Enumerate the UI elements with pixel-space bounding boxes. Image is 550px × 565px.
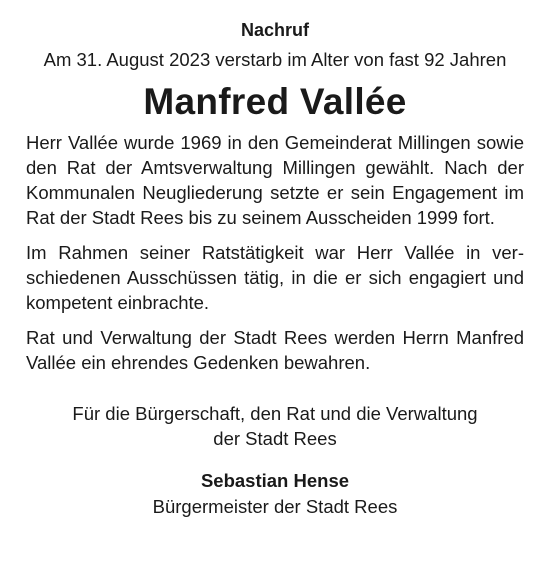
signer-title: Bürgermeister der Stadt Rees <box>152 496 398 517</box>
closing-line-2: der Stadt Rees <box>213 428 337 449</box>
paragraph-committees: Im Rahmen seiner Ratstätigkeit war Herr Vallée in verschiedenen Ausschüssen tätig, in die er sich engagiert und kompetent einbrachte. <box>26 242 524 313</box>
notice-heading: Nachruf <box>240 20 309 40</box>
signer-name: Sebastian Hense <box>200 470 350 491</box>
deceased-name: Manfred Vallée <box>143 81 407 122</box>
closing-statement <box>26 401 524 451</box>
closing-line-1: Für die Bürgerschaft, den Rat und die Verwaltung <box>72 403 478 424</box>
paragraph-career: Herr Vallée wurde 1969 in den Gemeinderat Millingen sowie den Rat der Amtsverwaltung Millingen gewählt. Nach der Kommunalen Neugliederung setzte er sein Engagement im Rat der Stadt Rees bis zu seinem Ausscheiden 1999 fort. <box>26 132 524 228</box>
paragraph-remembrance: Rat und Verwaltung der Stadt Rees werden Herrn Manfred Vallée ein ehrendes Gedenken bewahren. <box>26 327 524 373</box>
death-dateline: Am 31. August 2023 verstarb im Alter von fast 92 Jahren <box>43 49 507 70</box>
